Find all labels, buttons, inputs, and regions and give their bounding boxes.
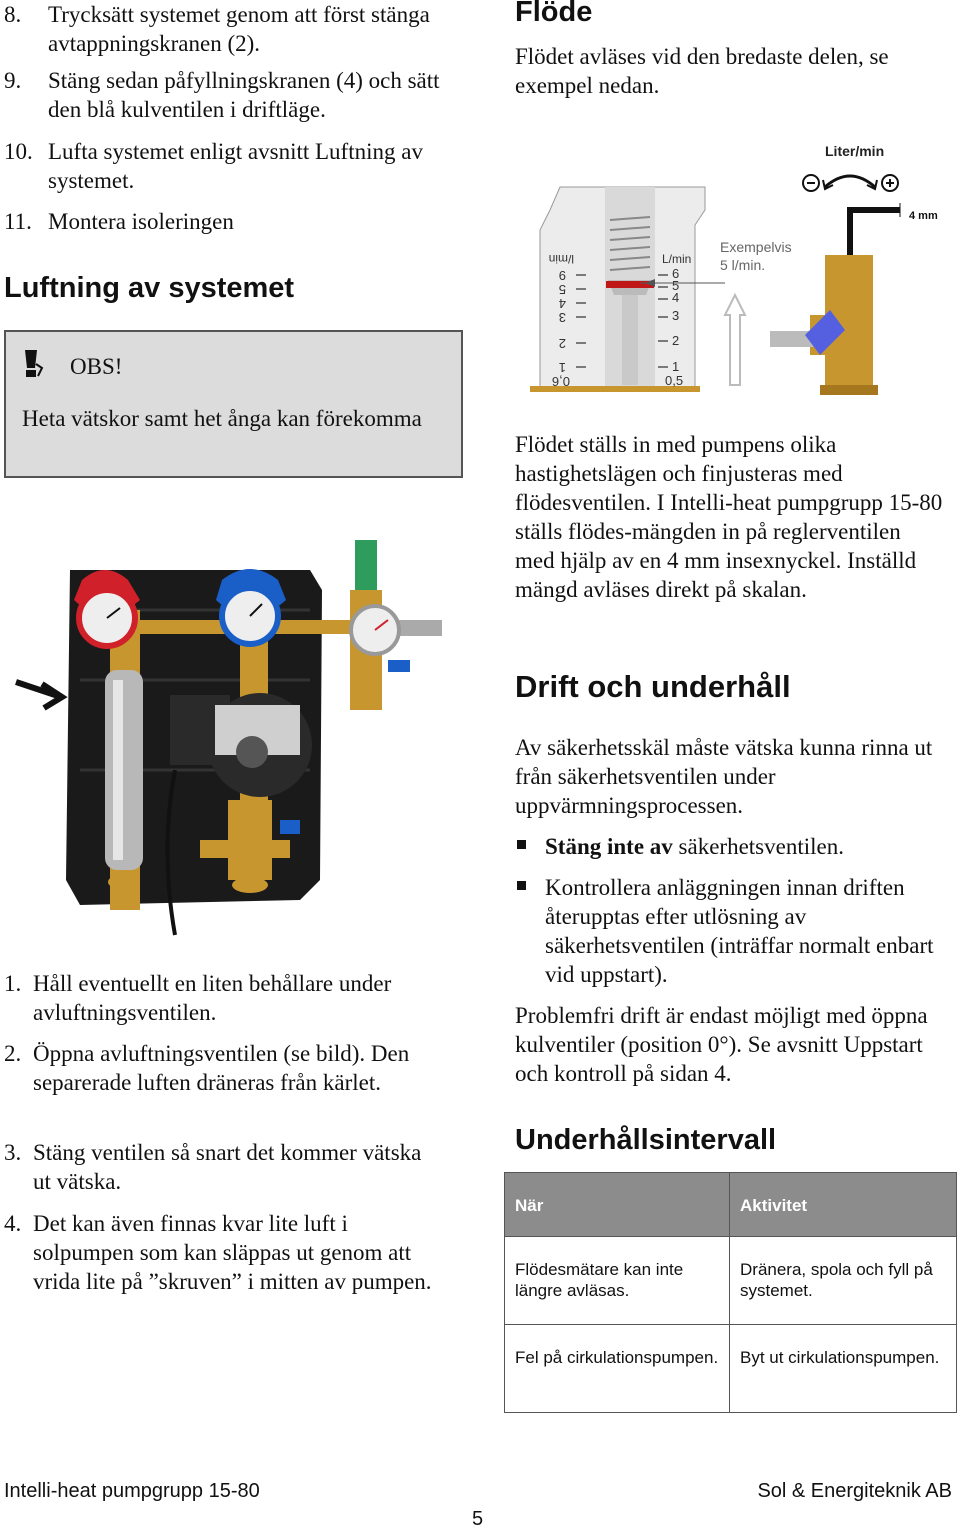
bullet-item (545, 832, 955, 861)
step-number: 1. (4, 971, 22, 996)
section-heading-underhall: Underhållsintervall (515, 1124, 777, 1156)
maintenance-table (504, 1172, 957, 1413)
svg-text:3: 3 (558, 310, 566, 325)
table-row (505, 1325, 957, 1413)
step-text: Stäng sedan påfyllningskranen (4) och sätt den blå kulventilen i driftläge. (48, 68, 440, 122)
bullet-bold: Stäng inte av (545, 834, 673, 859)
svg-text:L/min: L/min (662, 252, 692, 266)
pump-group-image (10, 520, 450, 940)
svg-text:0,5: 0,5 (665, 373, 684, 388)
step-text: Lufta systemet enligt avsnitt Luftning av systemet. (48, 139, 423, 193)
svg-text:9: 9 (558, 268, 566, 283)
step-text: Håll eventuellt en liten behållare under avluftningsventilen. (33, 971, 392, 1025)
table-cell-when: Fel på cirkulationspumpen. (505, 1325, 730, 1413)
svg-text:1: 1 (672, 359, 680, 374)
svg-text:2: 2 (672, 333, 680, 348)
step-number: 10. (4, 139, 33, 164)
svg-text:Liter/min: Liter/min (825, 143, 885, 159)
step-number: 9. (4, 68, 22, 93)
warning-label: OBS! (70, 354, 123, 379)
step-text: Öppna avluftningsventilen (se bild). Den separerade luften dräneras från kärlet. (33, 1041, 410, 1095)
warning-text: Heta vätskor samt het ånga kan förekomma (22, 406, 422, 431)
flow-meter-figure (520, 135, 950, 400)
svg-text:4: 4 (558, 296, 566, 311)
svg-text:Exempelvis: Exempelvis (720, 239, 792, 255)
table-header-row (505, 1173, 957, 1237)
svg-text:0,6: 0,6 (551, 374, 570, 389)
table-cell-activity: Dränera, spola och fyll på systemet. (730, 1237, 957, 1325)
svg-text:5 l/min.: 5 l/min. (720, 257, 766, 273)
step-text: Stäng ventilen så snart det kommer vätska ut vätska. (33, 1140, 422, 1194)
section-heading-flode: Flöde (515, 0, 593, 28)
flode-text: Flödet ställs in med pumpens olika hastighetslägen och finjusteras med flödesventilen. I Intelli-heat pumpgrupp 15-80 ställs flödes-mängden in på reglerventilen med hjälp av en 4 mm insexnyckel. Inställd mängd avläses direkt på skalan. (515, 432, 943, 602)
svg-text:6: 6 (672, 266, 680, 281)
section-heading-drift: Drift och underhåll (515, 669, 791, 704)
footer-left: Intelli-heat pumpgrupp 15-80 (4, 1480, 260, 1502)
bullet-icon (517, 881, 526, 890)
svg-text:1: 1 (558, 360, 566, 375)
step-number: 11. (4, 209, 32, 234)
footer-right: Sol & Energiteknik AB (757, 1480, 952, 1502)
svg-text:2: 2 (558, 336, 566, 351)
warning-box (4, 330, 463, 478)
step-text: Trycksätt systemet genom att först stänga avtappningskranen (2). (48, 2, 430, 56)
bullet-text: säkerhetsventilen. (672, 834, 844, 859)
svg-text:3: 3 (672, 308, 680, 323)
table-cell-when: Flödesmätare kan inte längre avläsas. (505, 1237, 730, 1325)
table-header-when: När (505, 1173, 730, 1237)
table-cell-activity: Byt ut cirkulationspumpen. (730, 1325, 957, 1413)
svg-text:4 mm: 4 mm (909, 210, 938, 222)
svg-text:l/min: l/min (548, 252, 574, 266)
warning-icon (22, 348, 44, 382)
step-text: Det kan även finnas kvar lite luft i solpumpen som kan släppas ut genom att vrida lite på ”skruven” i mitten av pumpen. (33, 1211, 432, 1294)
table-header-activity: Aktivitet (730, 1173, 957, 1237)
table-row (505, 1237, 957, 1325)
drift-intro: Av säkerhetsskäl måste vätska kunna rinna ut från säkerhetsventilen under uppvärmningsprocessen. (515, 735, 933, 818)
svg-text:4: 4 (672, 290, 680, 305)
step-number: 8. (4, 2, 22, 27)
step-number: 4. (4, 1211, 22, 1236)
step-number: 2. (4, 1041, 22, 1066)
bullet-item: Kontrollera anläggningen innan driften återupptas efter utlösning av säkerhetsventilen (inträffar normalt enbart vid uppstart). (545, 875, 934, 987)
page-number: 5 (472, 1508, 484, 1530)
flode-intro: Flödet avläses vid den bredaste delen, se exempel nedan. (515, 44, 889, 98)
svg-text:5: 5 (558, 282, 566, 297)
step-number: 3. (4, 1140, 22, 1165)
bullet-icon (517, 840, 526, 849)
drift-outro: Problemfri drift är endast möjligt med öppna kulventiler (position 0°). Se avsnitt Uppstart och kontroll på sidan 4. (515, 1003, 928, 1086)
section-heading-luftning: Luftning av systemet (4, 272, 295, 304)
svg-text:5: 5 (672, 278, 680, 293)
step-text: Montera isoleringen (48, 209, 234, 234)
